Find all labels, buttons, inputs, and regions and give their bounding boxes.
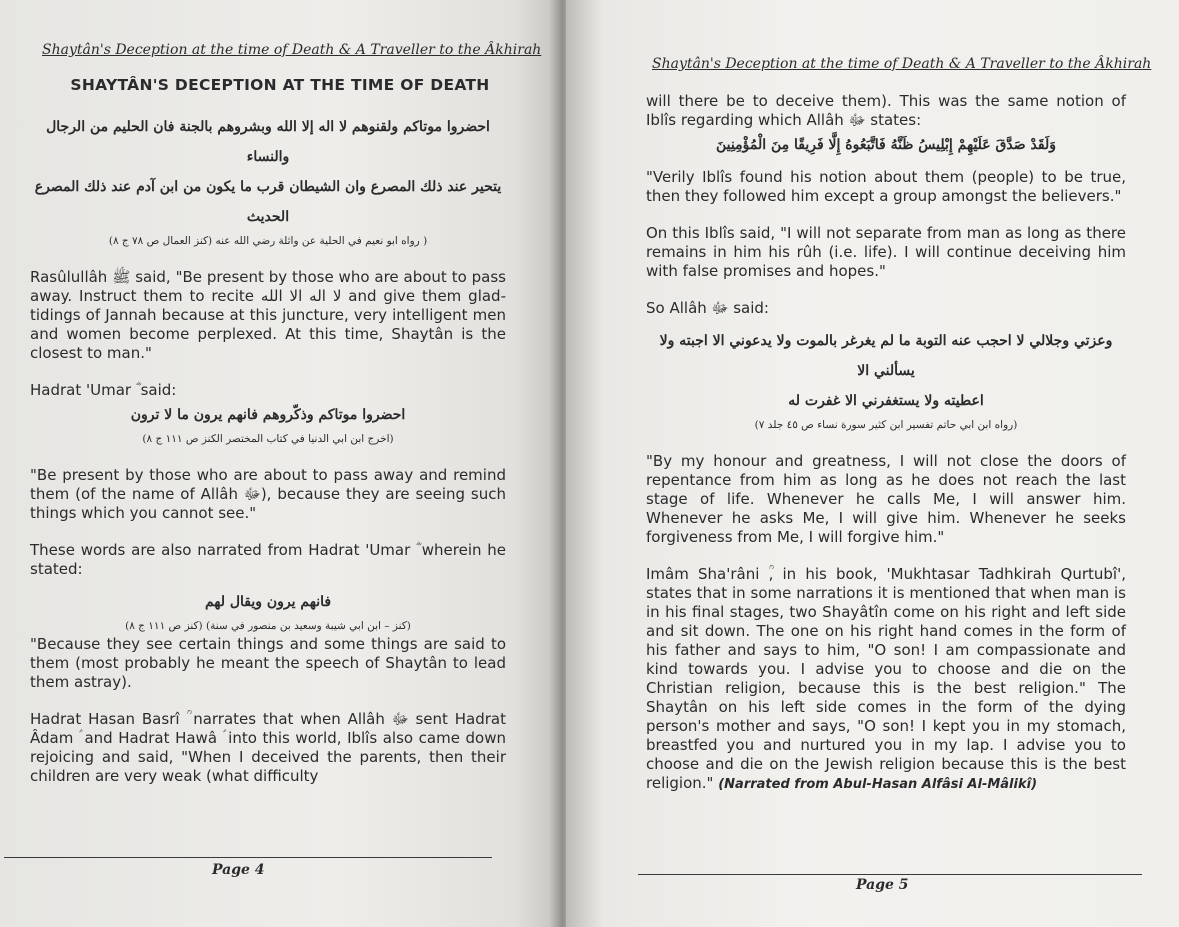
arabic-quran-verse: وَلَقَدْ صَدَّقَ عَلَيْهِمْ إِبْلِيسُ ظَنَّهُ فَاتَّبَعُوهُ إِلَّا فَرِيقًا مِنَ الْمُؤْمِنِينَ xyxy=(716,137,1056,153)
page-number: Page 5 xyxy=(856,877,909,893)
right-page xyxy=(566,0,1179,927)
arabic-hadith-line: اعطيته ولا يستغفرني الا غفرت له xyxy=(788,393,984,409)
arabic-hadith-line: يتحير عند ذلك المصرع وان الشيطان قرب ما يكون من ابن آدم عند ذلك المصرع الحديث xyxy=(34,179,502,225)
left-page xyxy=(0,0,560,927)
right-page-content xyxy=(646,92,1126,794)
paragraph: Rasûlullâh ﷺ said, "Be present by those who are about to pass away. Instruct them to recite لا اله الا الله and give them glad-tidings of Jannah because at this juncture, very intelligent men and women become perplexed. At this time, Shaytân is the closest to man." xyxy=(30,268,506,362)
paragraph: Hadrat 'Umar ؓ said: xyxy=(30,381,177,399)
paragraph: will there be to deceive them). This was the same notion of Iblîs regarding which Allâh ﷻ states: xyxy=(646,92,1126,129)
arabic-quote: احضروا موتاكم وذكّروهم فانهم يرون ما لا ترون xyxy=(130,407,406,423)
paragraph: These words are also narrated from Hadrat 'Umar ؓ wherein he stated: xyxy=(30,541,506,578)
arabic-reference: (اخرج ابن ابي الدنيا في كتاب المختصر الكنز ص ١١١ ج ٨) xyxy=(142,433,394,445)
arabic-reference: ( رواه ابو نعيم في الحلية عن واثلة رضي الله عنه (كنز العمال ص ٧٨ ج ٨) xyxy=(108,235,428,247)
narration-reference: (Narrated from Abul-Hasan Alfâsi Al-Mâlikî) xyxy=(718,777,1038,792)
paragraph: "By my honour and greatness, I will not close the doors of repentance from him as long as he does not reach the last stage of life. Whenever he calls Me, I will answer him. Whenever he asks Me, I will give him. Whenever he seeks forgiveness from Me, I will forgive him." xyxy=(646,452,1126,546)
paragraph xyxy=(646,565,1126,794)
page-number: Page 4 xyxy=(212,862,265,878)
footer-rule xyxy=(638,874,1142,875)
paragraph: So Allâh ﷻ said: xyxy=(646,299,769,317)
arabic-quote: فانهم يرون ويقال لهم xyxy=(204,594,332,610)
paragraph: On this Iblîs said, "I will not separate from man as long as there remains in him his rûh (i.e. life). I will continue deceiving him with false promises and hopes." xyxy=(646,224,1126,280)
left-page-content xyxy=(30,112,506,786)
arabic-reference: (كنز – ابن ابي شيبة وسعيد بن منصور في سنة) (كنز ص ١١١ ج ٨) xyxy=(125,620,411,632)
footer-rule xyxy=(4,857,492,858)
paragraph: "Because they see certain things and some things are said to them (most probably he meant the speech of Shaytân to lead them astray). xyxy=(30,635,506,691)
arabic-reference: (رواه ابن ابي حاتم تفسير ابن كثير سورة نساء ص ٤٥ جلد ٧) xyxy=(754,419,1018,431)
arabic-hadith-line: احضروا موتاكم ولقنوهم لا اله إلا الله وبشروهم بالجنة فان الحليم من الرجال والنساء xyxy=(46,119,490,165)
paragraph: Hadrat Hasan Basrî ؒ narrates that when Allâh ﷻ sent Hadrat Âdam ؑ and Hadrat Hawâ ؑ into this world, Iblîs also came down rejoicing and said, "When I deceived the parents, then their children are very weak (what difficulty xyxy=(30,710,506,785)
running-head: Shaytân's Deception at the time of Death & A Traveller to the Âkhirah xyxy=(42,42,542,58)
arabic-hadith-line: وعزتي وجلالي لا احجب عنه التوبة ما لم يغرغر بالموت ولا يدعوني الا اجبته ولا يسألني الا xyxy=(659,333,1113,379)
paragraph-text: Imâm Sha'râni ؒ, in his book, 'Mukhtasar Tadhkirah Qurtubî', states that in some narrations it is mentioned that when man is in his final stages, two Shayâtîn come on his right and left side and sit down. The one on his right hand comes in the form of his father and says to him, "O son! I am compassionate and kind towards you. I advise you to choose and die on the Christian religion, because this is the best religion." The Shaytân on his left side comes in the form of the dying person's mother and says, "O son! I kept you in my stomach, breastfed you and nurtured you in my lap. I advise you to choose and die on the Jewish religion because this is the best religion." xyxy=(646,565,1126,792)
paragraph: "Verily Iblîs found his notion about them (people) to be true, then they followed him except a group amongst the believers." xyxy=(646,168,1126,205)
paragraph: "Be present by those who are about to pass away and remind them (of the name of Allâh ﷻ), because they are seeing such things which you cannot see." xyxy=(30,466,506,522)
running-head: Shaytân's Deception at the time of Death & A Traveller to the Âkhirah xyxy=(652,56,1152,72)
page-title: SHAYTÂN'S DECEPTION AT THE TIME OF DEATH xyxy=(70,76,490,94)
